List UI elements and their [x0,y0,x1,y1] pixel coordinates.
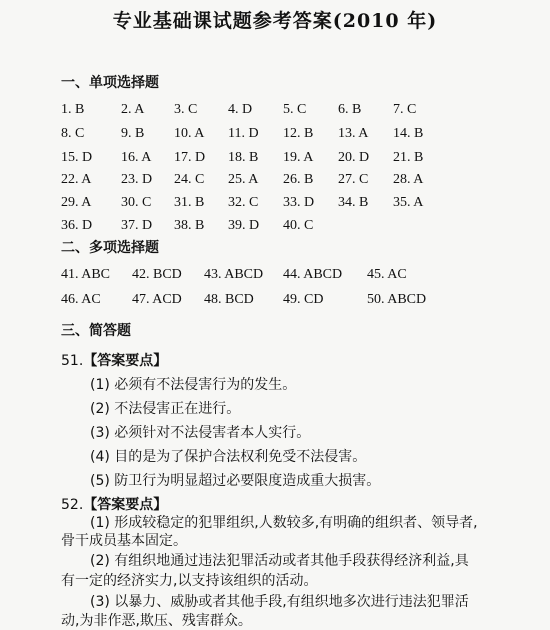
question-52-label: 【答案要点】 [83,497,168,513]
single-choice-answer: 19. A [283,150,314,165]
question-52-number: 52. [61,497,84,513]
multi-choice-answer: 43. ABCD [204,267,264,282]
single-choice-answer: 39. D [228,218,260,233]
single-choice-answer: 26. B [283,172,314,187]
q51-point-5: (5) 防卫行为明显超过必要限度造成重大损害。 [90,473,381,489]
q52-line-6: 动,为非作恶,欺压、残害群众。 [61,613,252,629]
single-choice-answer: 3. C [174,102,198,117]
q52-line-4: 有一定的经济实力,以支持该组织的活动。 [61,573,318,589]
single-choice-answer: 22. A [61,172,92,187]
multi-choice-answer: 50. ABCD [367,292,427,307]
single-choice-answer: 9. B [121,126,145,141]
multi-choice-row [61,267,532,289]
single-choice-answer: 23. D [121,172,153,187]
question-51-header [61,350,167,370]
multi-choice-answer: 45. AC [367,267,407,282]
single-choice-row [61,195,532,217]
single-choice-answer: 12. B [283,126,314,141]
single-choice-answer: 27. C [338,172,369,187]
q51-point-4: (4) 目的是为了保护合法权利免受不法侵害。 [90,449,367,465]
multi-choice-answer: 48. BCD [204,292,254,307]
single-choice-answer: 35. A [393,195,424,210]
single-choice-answer: 21. B [393,150,424,165]
q51-point-3: (3) 必须针对不法侵害者本人实行。 [90,425,311,441]
single-choice-answer: 34. B [338,195,369,210]
q51-point-1: (1) 必须有不法侵害行为的发生。 [90,377,297,393]
single-choice-row [61,150,532,172]
single-choice-answer: 2. A [121,102,145,117]
single-choice-answer: 1. B [61,102,85,117]
single-choice-answer: 5. C [283,102,307,117]
single-choice-row [61,172,532,194]
multi-choice-answer: 42. BCD [132,267,182,282]
q52-line-2: 骨干成员基本固定。 [61,533,187,549]
single-choice-answer: 38. B [174,218,205,233]
multi-choice-answer: 44. ABCD [283,267,343,282]
single-choice-answer: 6. B [338,102,362,117]
single-choice-answer: 7. C [393,102,417,117]
single-choice-row [61,102,532,124]
multi-choice-row [61,292,532,314]
q52-line-5: (3) 以暴力、威胁或者其他手段,有组织地多次进行违法犯罪活 [90,594,469,610]
single-choice-answer: 28. A [393,172,424,187]
single-choice-answer: 37. D [121,218,153,233]
multi-choice-answer: 49. CD [283,292,324,307]
single-choice-answer: 30. C [121,195,152,210]
single-choice-answer: 15. D [61,150,93,165]
single-choice-answer: 10. A [174,126,205,141]
single-choice-answer: 25. A [228,172,259,187]
single-choice-answer: 18. B [228,150,259,165]
single-choice-answer: 13. A [338,126,369,141]
single-choice-answer: 29. A [61,195,92,210]
section-heading-short-answer: 三、简答题 [61,323,131,339]
single-choice-row [61,126,532,148]
single-choice-answer: 17. D [174,150,206,165]
section-heading-single-choice: 一、单项选择题 [61,75,159,91]
single-choice-answer: 14. B [393,126,424,141]
single-choice-answer: 31. B [174,195,205,210]
section-heading-multi-choice: 二、多项选择题 [61,240,159,256]
single-choice-answer: 11. D [228,126,259,141]
single-choice-answer: 24. C [174,172,205,187]
q52-line-3: (2) 有组织地通过违法犯罪活动或者其他手段获得经济利益,具 [90,553,469,569]
question-52-header [61,494,167,514]
single-choice-answer: 32. C [228,195,259,210]
single-choice-answer: 20. D [338,150,370,165]
single-choice-answer: 36. D [61,218,93,233]
multi-choice-answer: 41. ABC [61,267,111,282]
single-choice-answer: 40. C [283,218,314,233]
page-title: 专业基础课试题参考答案(2010 年) [112,10,438,32]
single-choice-answer: 8. C [61,126,85,141]
multi-choice-answer: 47. ACD [132,292,182,307]
q52-line-1: (1) 形成较稳定的犯罪组织,人数较多,有明确的组织者、领导者, [90,515,478,531]
question-51-number: 51. [61,353,84,369]
single-choice-answer: 4. D [228,102,253,117]
q51-point-2: (2) 不法侵害正在进行。 [90,401,241,417]
multi-choice-answer: 46. AC [61,292,101,307]
single-choice-answer: 16. A [121,150,152,165]
question-51-label: 【答案要点】 [83,353,168,369]
single-choice-answer: 33. D [283,195,315,210]
